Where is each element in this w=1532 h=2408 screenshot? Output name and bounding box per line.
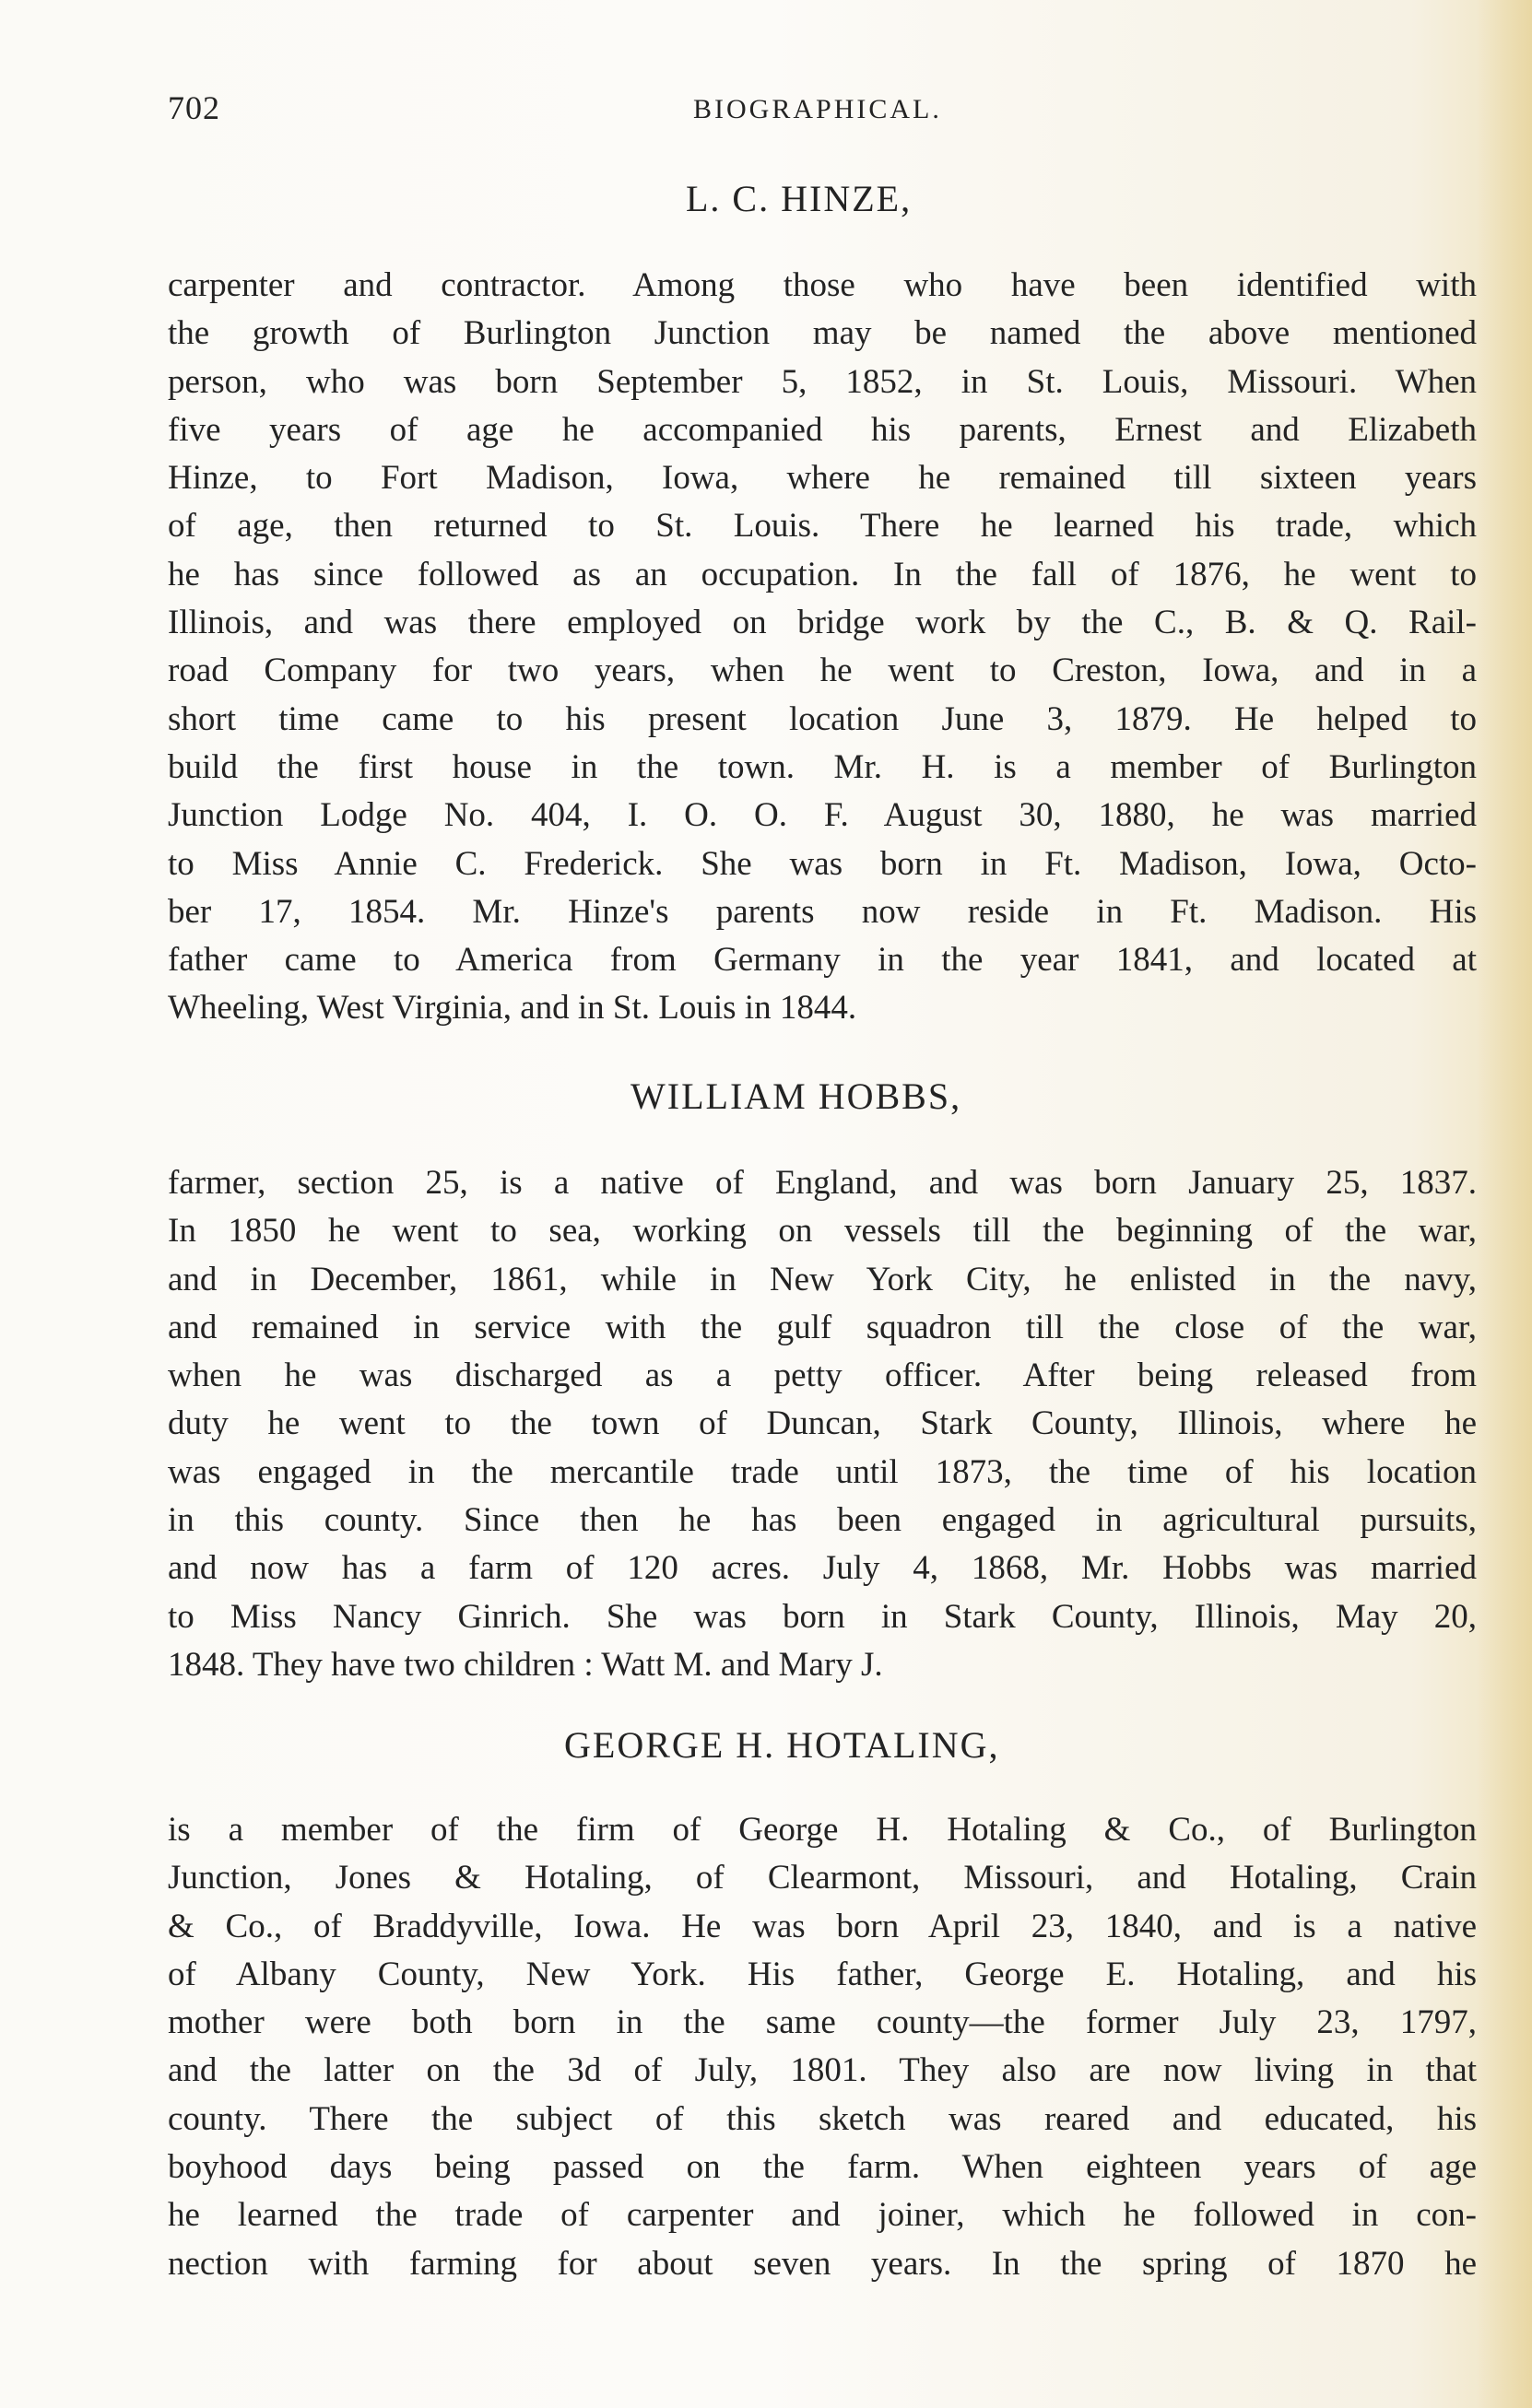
- text-line: to Miss Annie C. Frederick. She was born in Ft. Madison, Iowa, Octo-: [168, 844, 1477, 883]
- entry-body-hinze: [168, 262, 1477, 1033]
- entry-heading-hotaling: GEORGE H. HOTALING,: [564, 1724, 1000, 1766]
- text-line: person, who was born September 5, 1852, in St. Louis, Missouri. When: [168, 362, 1477, 401]
- text-line: the growth of Burlington Junction may be named the above mentioned: [168, 314, 1477, 353]
- text-line: father came to America from Germany in the year 1841, and located at: [168, 941, 1477, 980]
- text-line: of Albany County, New York. His father, George E. Hotaling, and his: [168, 1955, 1477, 1993]
- text-line: five years of age he accompanied his parents, Ernest and Elizabeth: [168, 410, 1477, 449]
- text-line: short time came to his present location June 3, 1879. He helped to: [168, 699, 1477, 738]
- text-line: and remained in service with the gulf squadron till the close of the war,: [168, 1308, 1477, 1346]
- entry-heading-hinze: L. C. HINZE,: [686, 178, 913, 219]
- text-line: in this county. Since then he has been engaged in agricultural pursuits,: [168, 1501, 1477, 1540]
- text-line: Junction Lodge No. 404, I. O. O. F. August 30, 1880, he was married: [168, 796, 1477, 835]
- entry-body-hobbs: [168, 1159, 1477, 1689]
- text-line: he has since followed as an occupation. In the fall of 1876, he went to: [168, 555, 1477, 593]
- text-line: mother were both born in the same county—the former July 23, 1797,: [168, 2003, 1477, 2042]
- text-line: Junction, Jones & Hotaling, of Clearmont, Missouri, and Hotaling, Crain: [168, 1859, 1477, 1897]
- text-line: ber 17, 1854. Mr. Hinze's parents now reside in Ft. Madison. His: [168, 892, 1477, 931]
- text-line: 1848. They have two children : Watt M. and Mary J.: [168, 1645, 883, 1684]
- text-line: nection with farming for about seven years. In the spring of 1870 he: [168, 2244, 1477, 2283]
- text-line: he learned the trade of carpenter and joiner, which he followed in con-: [168, 2196, 1477, 2235]
- text-line: county. There the subject of this sketch was reared and educated, his: [168, 2099, 1477, 2138]
- entry-body-hotaling: [168, 1806, 1477, 2288]
- text-line: carpenter and contractor. Among those who have been identified with: [168, 266, 1477, 304]
- page-number: 702: [168, 89, 220, 126]
- text-line: and the latter on the 3d of July, 1801. They also are now living in that: [168, 2051, 1477, 2090]
- text-line: Wheeling, West Virginia, and in St. Louis in 1844.: [168, 989, 857, 1028]
- text-line: Hinze, to Fort Madison, Iowa, where he remained till sixteen years: [168, 459, 1477, 498]
- text-line: build the first house in the town. Mr. H. is a member of Burlington: [168, 747, 1477, 786]
- running-title: BIOGRAPHICAL.: [693, 94, 942, 124]
- text-line: road Company for two years, when he went to Creston, Iowa, and in a: [168, 652, 1477, 690]
- text-line: boyhood days being passed on the farm. When eighteen years of age: [168, 2148, 1477, 2187]
- text-line: and in December, 1861, while in New York City, he enlisted in the navy,: [168, 1260, 1477, 1298]
- text-line: was engaged in the mercantile trade until 1873, the time of his location: [168, 1452, 1477, 1491]
- running-head: [168, 88, 1477, 144]
- text-line: Illinois, and was there employed on bridge work by the C., B. & Q. Rail-: [168, 604, 1477, 642]
- text-line: is a member of the firm of George H. Hotaling & Co., of Burlington: [168, 1811, 1477, 1849]
- entry-heading-hobbs: WILLIAM HOBBS,: [630, 1075, 962, 1117]
- text-line: farmer, section 25, is a native of England, and was born January 25, 1837.: [168, 1164, 1477, 1202]
- text-line: of age, then returned to St. Louis. There he learned his trade, which: [168, 507, 1477, 546]
- text-line: duty he went to the town of Duncan, Stark County, Illinois, where he: [168, 1404, 1477, 1443]
- text-line: to Miss Nancy Ginrich. She was born in Stark County, Illinois, May 20,: [168, 1597, 1477, 1636]
- page-gutter-shade: [1477, 0, 1532, 2408]
- text-line: In 1850 he went to sea, working on vessels till the beginning of the war,: [168, 1212, 1477, 1251]
- text-line: when he was discharged as a petty officer. After being released from: [168, 1357, 1477, 1395]
- text-line: and now has a farm of 120 acres. July 4, 1868, Mr. Hobbs was married: [168, 1549, 1477, 1588]
- text-line: & Co., of Braddyville, Iowa. He was born April 23, 1840, and is a native: [168, 1907, 1477, 1945]
